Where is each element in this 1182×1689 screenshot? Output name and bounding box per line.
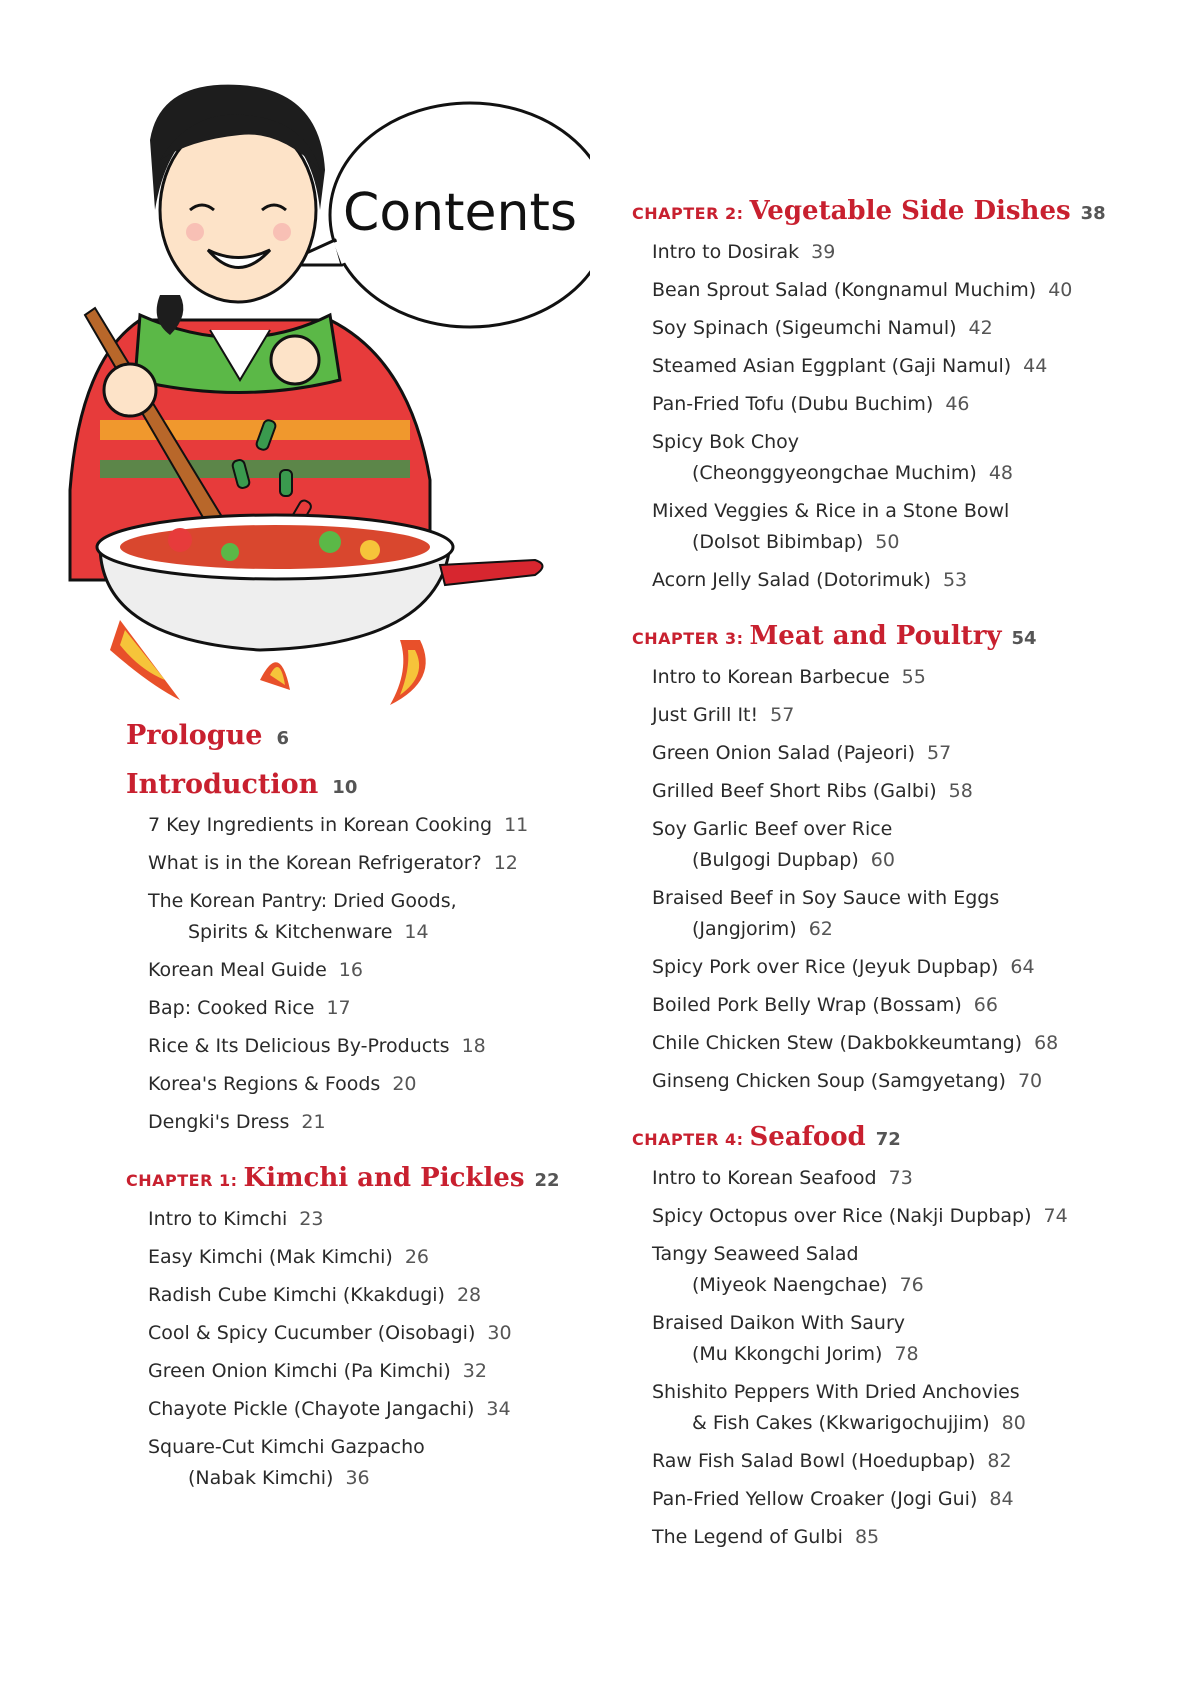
toc-entry[interactable]: Square-Cut Kimchi Gazpacho (Nabak Kimchi) 36 xyxy=(148,1436,425,1489)
toc-entry[interactable]: Intro to Korean Seafood 73 xyxy=(652,1167,913,1189)
toc-entry[interactable]: The Legend of Gulbi 85 xyxy=(652,1526,880,1548)
chapter-3-title[interactable]: CHAPTER 3: Meat and Poultry 54 xyxy=(632,621,1037,651)
bubble-title: Contents xyxy=(343,183,577,243)
toc-entry[interactable]: 7 Key Ingredients in Korean Cooking 11 xyxy=(148,814,529,836)
toc-entry[interactable]: Rice & Its Delicious By-Products 18 xyxy=(148,1035,486,1057)
chapter-1-title[interactable]: CHAPTER 1: Kimchi and Pickles 22 xyxy=(126,1163,560,1193)
toc-entry[interactable]: Boiled Pork Belly Wrap (Bossam) 66 xyxy=(652,994,998,1016)
toc-entry[interactable]: Pan-Fried Tofu (Dubu Buchim) 46 xyxy=(652,393,970,415)
introduction-label: Introduction xyxy=(126,769,319,800)
introduction-list xyxy=(126,806,576,1141)
toc-entry[interactable]: What is in the Korean Refrigerator? 12 xyxy=(148,852,518,874)
chapter-3-list xyxy=(632,658,1152,1100)
toc-chapter-2 xyxy=(632,192,1152,599)
toc-left-column xyxy=(126,718,576,1515)
chapter-4-title[interactable]: CHAPTER 4: Seafood 72 xyxy=(632,1122,901,1152)
toc-entry[interactable]: Bean Sprout Salad (Kongnamul Muchim) 40 xyxy=(652,279,1073,301)
toc-entry[interactable]: Bap: Cooked Rice 17 xyxy=(148,997,351,1019)
speech-bubble xyxy=(280,103,590,327)
wok xyxy=(97,515,543,650)
chapter-4-list xyxy=(632,1159,1152,1556)
toc-entry[interactable]: Easy Kimchi (Mak Kimchi) 26 xyxy=(148,1246,429,1268)
toc-entry[interactable]: Korea's Regions & Foods 20 xyxy=(148,1073,417,1095)
toc-entry[interactable]: The Korean Pantry: Dried Goods, Spirits & Kitchenware 14 xyxy=(148,890,457,943)
introduction-title[interactable] xyxy=(126,767,576,806)
toc-entry[interactable]: Spicy Octopus over Rice (Nakji Dupbap) 74 xyxy=(652,1205,1068,1227)
toc-entry[interactable]: Braised Daikon With Saury (Mu Kkongchi Jorim) 78 xyxy=(652,1312,919,1365)
toc-chapter-1 xyxy=(126,1159,576,1497)
cooking-girl-illustration xyxy=(30,60,590,710)
chapter-2-list xyxy=(632,233,1152,599)
toc-entry[interactable]: Spicy Bok Choy (Cheonggyeongchae Muchim) 48 xyxy=(652,431,1014,484)
chapter-2-title[interactable]: CHAPTER 2: Vegetable Side Dishes 38 xyxy=(632,196,1106,226)
toc-entry[interactable]: Spicy Pork over Rice (Jeyuk Dupbap) 64 xyxy=(652,956,1035,978)
girl-head xyxy=(150,85,325,335)
chapter-1-list xyxy=(126,1200,576,1497)
prologue-label: Prologue xyxy=(126,720,263,751)
toc-chapter-4 xyxy=(632,1118,1152,1556)
toc-entry[interactable]: Shishito Peppers With Dried Anchovies & Fish Cakes (Kkwarigochujjim) 80 xyxy=(652,1381,1026,1434)
toc-entry[interactable]: Intro to Kimchi 23 xyxy=(148,1208,324,1230)
toc-right-column xyxy=(632,192,1152,1574)
toc-entry[interactable]: Steamed Asian Eggplant (Gaji Namul) 44 xyxy=(652,355,1048,377)
toc-entry[interactable]: Soy Garlic Beef over Rice (Bulgogi Dupbap) 60 xyxy=(652,818,895,871)
toc-chapter-3 xyxy=(632,617,1152,1100)
toc-entry[interactable]: Korean Meal Guide 16 xyxy=(148,959,363,981)
toc-entry[interactable]: Green Onion Salad (Pajeori) 57 xyxy=(652,742,952,764)
toc-entry[interactable]: Intro to Dosirak 39 xyxy=(652,241,836,263)
toc-entry[interactable]: Ginseng Chicken Soup (Samgyetang) 70 xyxy=(652,1070,1043,1092)
toc-entry[interactable]: Mixed Veggies & Rice in a Stone Bowl (Dolsot Bibimbap) 50 xyxy=(652,500,1010,553)
toc-entry[interactable]: Raw Fish Salad Bowl (Hoedupbap) 82 xyxy=(652,1450,1012,1472)
toc-entry[interactable]: Acorn Jelly Salad (Dotorimuk) 53 xyxy=(652,569,968,591)
toc-entry[interactable]: Dengki's Dress 21 xyxy=(148,1111,326,1133)
toc-entry[interactable]: Cool & Spicy Cucumber (Oisobagi) 30 xyxy=(148,1322,512,1344)
toc-entry[interactable]: Green Onion Kimchi (Pa Kimchi) 32 xyxy=(148,1360,487,1382)
toc-entry[interactable]: Soy Spinach (Sigeumchi Namul) 42 xyxy=(652,317,993,339)
toc-entry[interactable]: Chile Chicken Stew (Dakbokkeumtang) 68 xyxy=(652,1032,1059,1054)
toc-prologue[interactable] xyxy=(126,718,576,757)
toc-entry[interactable]: Intro to Korean Barbecue 55 xyxy=(652,666,926,688)
toc-entry[interactable]: Grilled Beef Short Ribs (Galbi) 58 xyxy=(652,780,973,802)
toc-introduction xyxy=(126,767,576,1141)
toc-entry[interactable]: Tangy Seaweed Salad (Miyeok Naengchae) 76 xyxy=(652,1243,924,1296)
introduction-page: 10 xyxy=(332,777,358,798)
toc-entry[interactable]: Chayote Pickle (Chayote Jangachi) 34 xyxy=(148,1398,511,1420)
prologue-page: 6 xyxy=(276,728,290,749)
toc-entry[interactable]: Radish Cube Kimchi (Kkakdugi) 28 xyxy=(148,1284,482,1306)
toc-entry[interactable]: Just Grill It! 57 xyxy=(652,704,795,726)
toc-entry[interactable]: Braised Beef in Soy Sauce with Eggs (Jangjorim) 62 xyxy=(652,887,1000,940)
toc-entry[interactable]: Pan-Fried Yellow Croaker (Jogi Gui) 84 xyxy=(652,1488,1014,1510)
